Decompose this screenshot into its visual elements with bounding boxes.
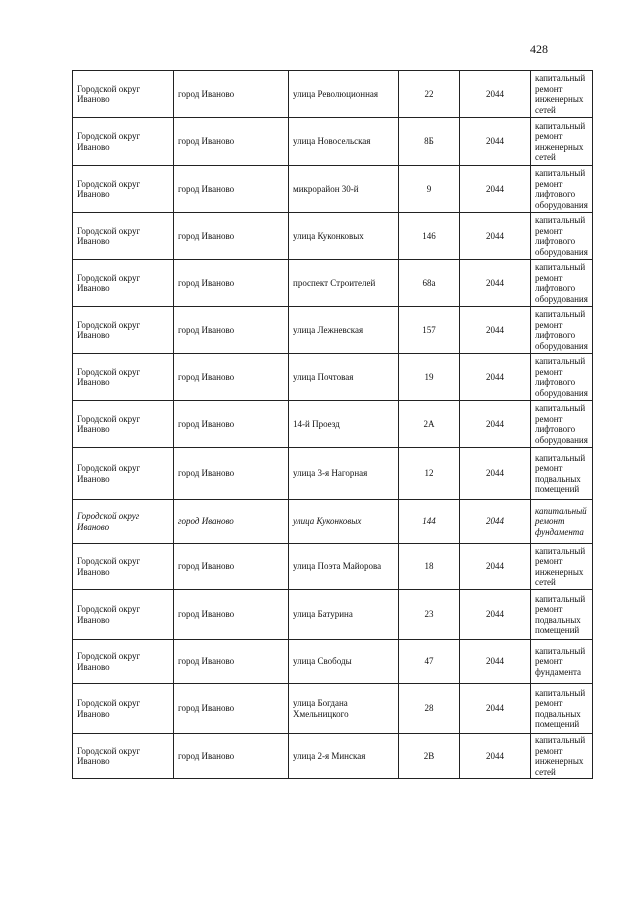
cell-year: 2044 [460,71,531,118]
table-row [73,684,593,734]
cell-street: улица Куконковых [289,500,399,544]
table-row [73,260,593,307]
table-row [73,734,593,779]
cell-town: город Иваново [174,354,289,401]
cell-work: капитальный ремонт подвальных помещений [531,448,593,500]
cell-district: Городской округ Иваново [73,734,174,779]
cell-house: 8Б [399,118,460,166]
cell-town: город Иваново [174,544,289,590]
cell-work: капитальный ремонт лифтового оборудования [531,213,593,260]
cell-house: 2А [399,401,460,448]
table-row [73,590,593,640]
cell-town: город Иваново [174,166,289,213]
cell-house: 68а [399,260,460,307]
cell-district: Городской округ Иваново [73,448,174,500]
cell-district: Городской округ Иваново [73,684,174,734]
cell-year: 2044 [460,500,531,544]
cell-work: капитальный ремонт лифтового оборудования [531,307,593,354]
cell-town: город Иваново [174,71,289,118]
table-row [73,448,593,500]
cell-town: город Иваново [174,213,289,260]
cell-house: 23 [399,590,460,640]
table-row [73,307,593,354]
table-row [73,354,593,401]
cell-district: Городской округ Иваново [73,500,174,544]
page-number: 428 [530,42,548,56]
cell-work: капитальный ремонт лифтового оборудования [531,401,593,448]
cell-year: 2044 [460,684,531,734]
cell-house: 19 [399,354,460,401]
cell-work: капитальный ремонт лифтового оборудования [531,166,593,213]
cell-year: 2044 [460,354,531,401]
cell-house: 144 [399,500,460,544]
cell-year: 2044 [460,166,531,213]
table-body [73,71,593,779]
cell-house: 47 [399,640,460,684]
cell-district: Городской округ Иваново [73,544,174,590]
cell-town: город Иваново [174,118,289,166]
cell-town: город Иваново [174,448,289,500]
cell-district: Городской округ Иваново [73,260,174,307]
cell-work: капитальный ремонт инженерных сетей [531,71,593,118]
cell-house: 28 [399,684,460,734]
cell-street: улица Поэта Майорова [289,544,399,590]
cell-work: капитальный ремонт фундамента [531,500,593,544]
table-row [73,640,593,684]
table-row [73,71,593,118]
table-row [73,401,593,448]
cell-house: 18 [399,544,460,590]
cell-district: Городской округ Иваново [73,307,174,354]
cell-street: улица 3-я Нагорная [289,448,399,500]
cell-year: 2044 [460,734,531,779]
cell-town: город Иваново [174,734,289,779]
cell-street: улица Батурина [289,590,399,640]
cell-district: Городской округ Иваново [73,118,174,166]
cell-district: Городской округ Иваново [73,354,174,401]
cell-year: 2044 [460,307,531,354]
table-row [73,166,593,213]
cell-house: 9 [399,166,460,213]
cell-year: 2044 [460,213,531,260]
cell-district: Городской округ Иваново [73,640,174,684]
cell-town: город Иваново [174,500,289,544]
table-row [73,213,593,260]
cell-street: микрорайон 30-й [289,166,399,213]
cell-work: капитальный ремонт фундамента [531,640,593,684]
cell-year: 2044 [460,448,531,500]
cell-town: город Иваново [174,260,289,307]
cell-year: 2044 [460,640,531,684]
cell-street: проспект Строителей [289,260,399,307]
cell-work: капитальный ремонт лифтового оборудования [531,354,593,401]
cell-work: капитальный ремонт инженерных сетей [531,734,593,779]
cell-work: капитальный ремонт лифтового оборудования [531,260,593,307]
cell-house: 22 [399,71,460,118]
cell-street: 14-й Проезд [289,401,399,448]
cell-house: 12 [399,448,460,500]
cell-town: город Иваново [174,307,289,354]
cell-work: капитальный ремонт подвальных помещений [531,684,593,734]
cell-district: Городской округ Иваново [73,213,174,260]
cell-year: 2044 [460,260,531,307]
table-row [73,118,593,166]
cell-district: Городской округ Иваново [73,71,174,118]
cell-year: 2044 [460,401,531,448]
cell-house: 146 [399,213,460,260]
cell-town: город Иваново [174,640,289,684]
cell-street: улица Свободы [289,640,399,684]
cell-house: 2В [399,734,460,779]
cell-street: улица Лежневская [289,307,399,354]
cell-street: улица Куконковых [289,213,399,260]
cell-street: улица Революционная [289,71,399,118]
cell-district: Городской округ Иваново [73,590,174,640]
cell-work: капитальный ремонт инженерных сетей [531,544,593,590]
cell-year: 2044 [460,118,531,166]
repair-schedule-table [72,70,593,779]
cell-house: 157 [399,307,460,354]
cell-street: улица Новосельская [289,118,399,166]
cell-work: капитальный ремонт подвальных помещений [531,590,593,640]
cell-year: 2044 [460,590,531,640]
cell-district: Городской округ Иваново [73,166,174,213]
cell-street: улица 2-я Минская [289,734,399,779]
table-row [73,500,593,544]
table-row [73,544,593,590]
cell-street: улица Почтовая [289,354,399,401]
cell-year: 2044 [460,544,531,590]
cell-street: улица Богдана Хмельницкого [289,684,399,734]
cell-town: город Иваново [174,401,289,448]
cell-town: город Иваново [174,684,289,734]
cell-district: Городской округ Иваново [73,401,174,448]
cell-work: капитальный ремонт инженерных сетей [531,118,593,166]
cell-town: город Иваново [174,590,289,640]
